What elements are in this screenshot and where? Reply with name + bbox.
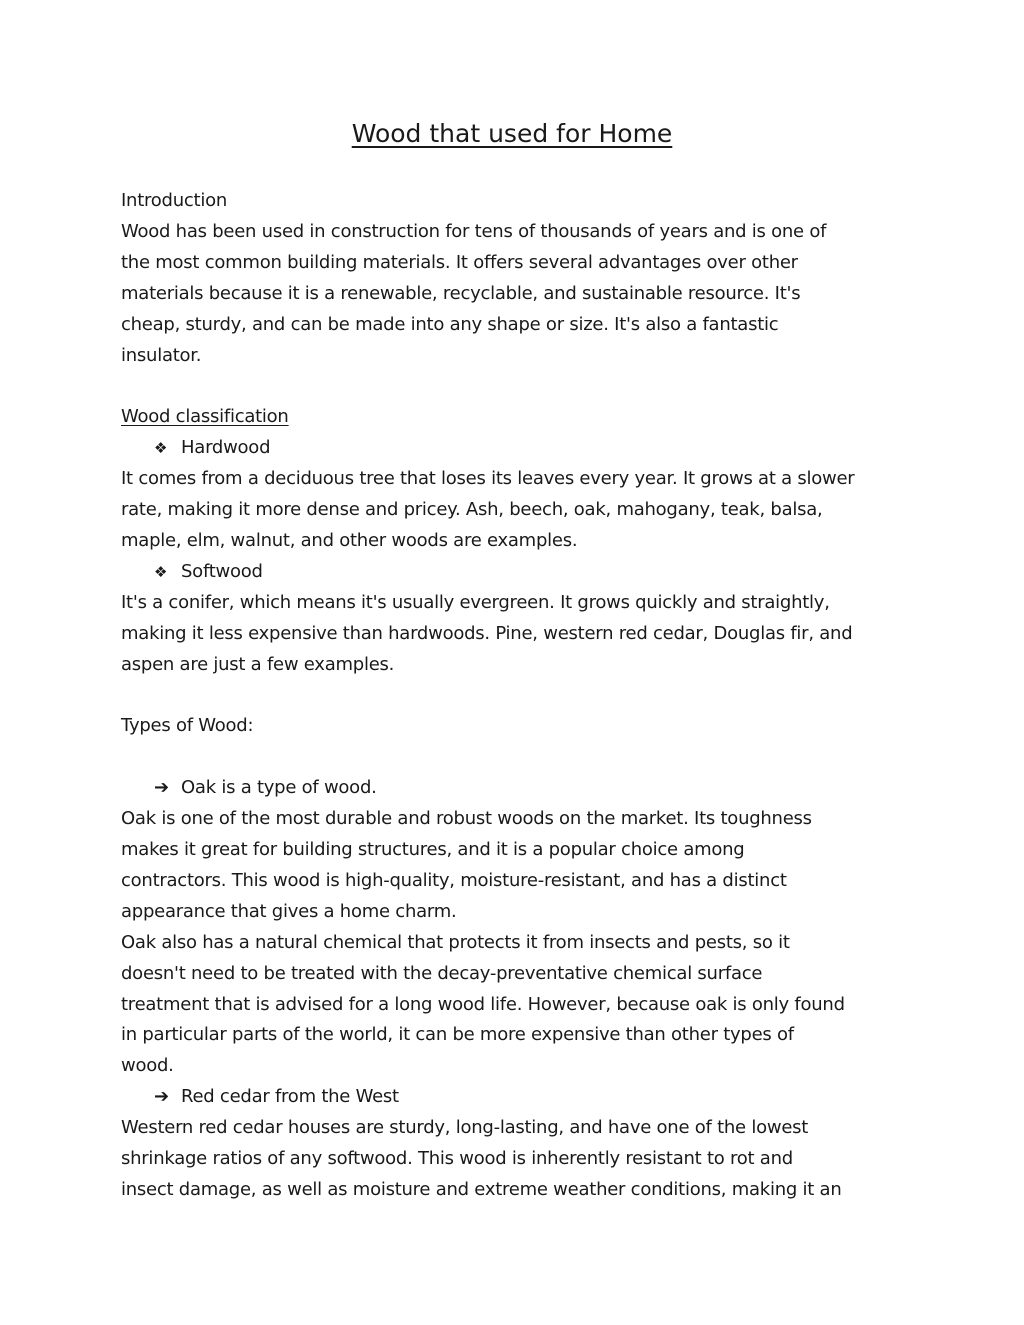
softwood-bullet [121,557,921,588]
paragraph-line: Oak is one of the most durable and robust woods on the market. Its toughness [121,808,812,830]
hardwood-bullet [121,433,921,464]
paragraph-line: wood. [121,1055,174,1077]
paragraph-line: shrinkage ratios of any softwood. This wood is inherently resistant to rot and [121,1148,793,1170]
paragraph-line: maple, elm, walnut, and other woods are examples. [121,529,578,551]
oak-label: Oak is a type of wood. [181,777,377,799]
arrow-bullet-icon: ➔ [154,1086,169,1108]
paragraph-line: doesn't need to be treated with the decay-preventative chemical surface [121,962,763,984]
types-section [121,711,921,1205]
classification-section [121,402,921,680]
paragraph-line: makes it great for building structures, and it is a popular choice among [121,838,745,860]
introduction-section [121,186,921,371]
spacer [121,680,921,711]
introduction-heading: Introduction [121,190,228,211]
paragraph-line: making it less expensive than hardwoods. Pine, western red cedar, Douglas fir, and [121,622,853,644]
classification-heading: Wood classification [121,406,289,428]
paragraph-line: appearance that gives a home charm. [121,900,457,922]
paragraph-line: rate, making it more dense and pricey. Ash, beech, oak, mahogany, teak, balsa, [121,499,823,521]
diamond-bullet-icon: ❖ [154,439,168,458]
paragraph-line: materials because it is a renewable, recyclable, and sustainable resource. It's [121,282,801,304]
paragraph-line: Wood has been used in construction for tens of thousands of years and is one of [121,220,827,242]
paragraph-line: treatment that is advised for a long wood life. However, because oak is only found [121,993,845,1015]
paragraph-line: insulator. [121,344,202,366]
paragraph-line: Oak also has a natural chemical that protects it from insects and pests, so it [121,931,790,953]
arrow-bullet-icon: ➔ [154,777,169,799]
hardwood-label: Hardwood [181,437,271,459]
paragraph-line: insect damage, as well as moisture and extreme weather conditions, making it an [121,1178,842,1200]
paragraph-line: cheap, sturdy, and can be made into any shape or size. It's also a fantastic [121,313,779,335]
document-body [121,186,921,1206]
cedar-bullet [121,1082,921,1113]
spacer [121,742,921,773]
softwood-label: Softwood [181,560,263,582]
paragraph-line: Western red cedar houses are sturdy, long-lasting, and have one of the lowest [121,1117,809,1139]
paragraph-line: aspen are just a few examples. [121,653,395,675]
paragraph-line: in particular parts of the world, it can be more expensive than other types of [121,1024,794,1046]
document-title: Wood that used for Home [351,119,673,148]
types-heading: Types of Wood: [121,715,254,737]
paragraph-line: the most common building materials. It offers several advantages over other [121,251,798,273]
spacer [121,371,921,402]
paragraph-line: contractors. This wood is high-quality, moisture-resistant, and has a distinct [121,869,787,891]
diamond-bullet-icon: ❖ [154,562,168,581]
oak-bullet [121,773,921,804]
paragraph-line: It comes from a deciduous tree that loses its leaves every year. It grows at a slower [121,468,855,490]
paragraph-line: It's a conifer, which means it's usually evergreen. It grows quickly and straightly, [121,591,830,613]
cedar-label: Red cedar from the West [181,1086,399,1108]
